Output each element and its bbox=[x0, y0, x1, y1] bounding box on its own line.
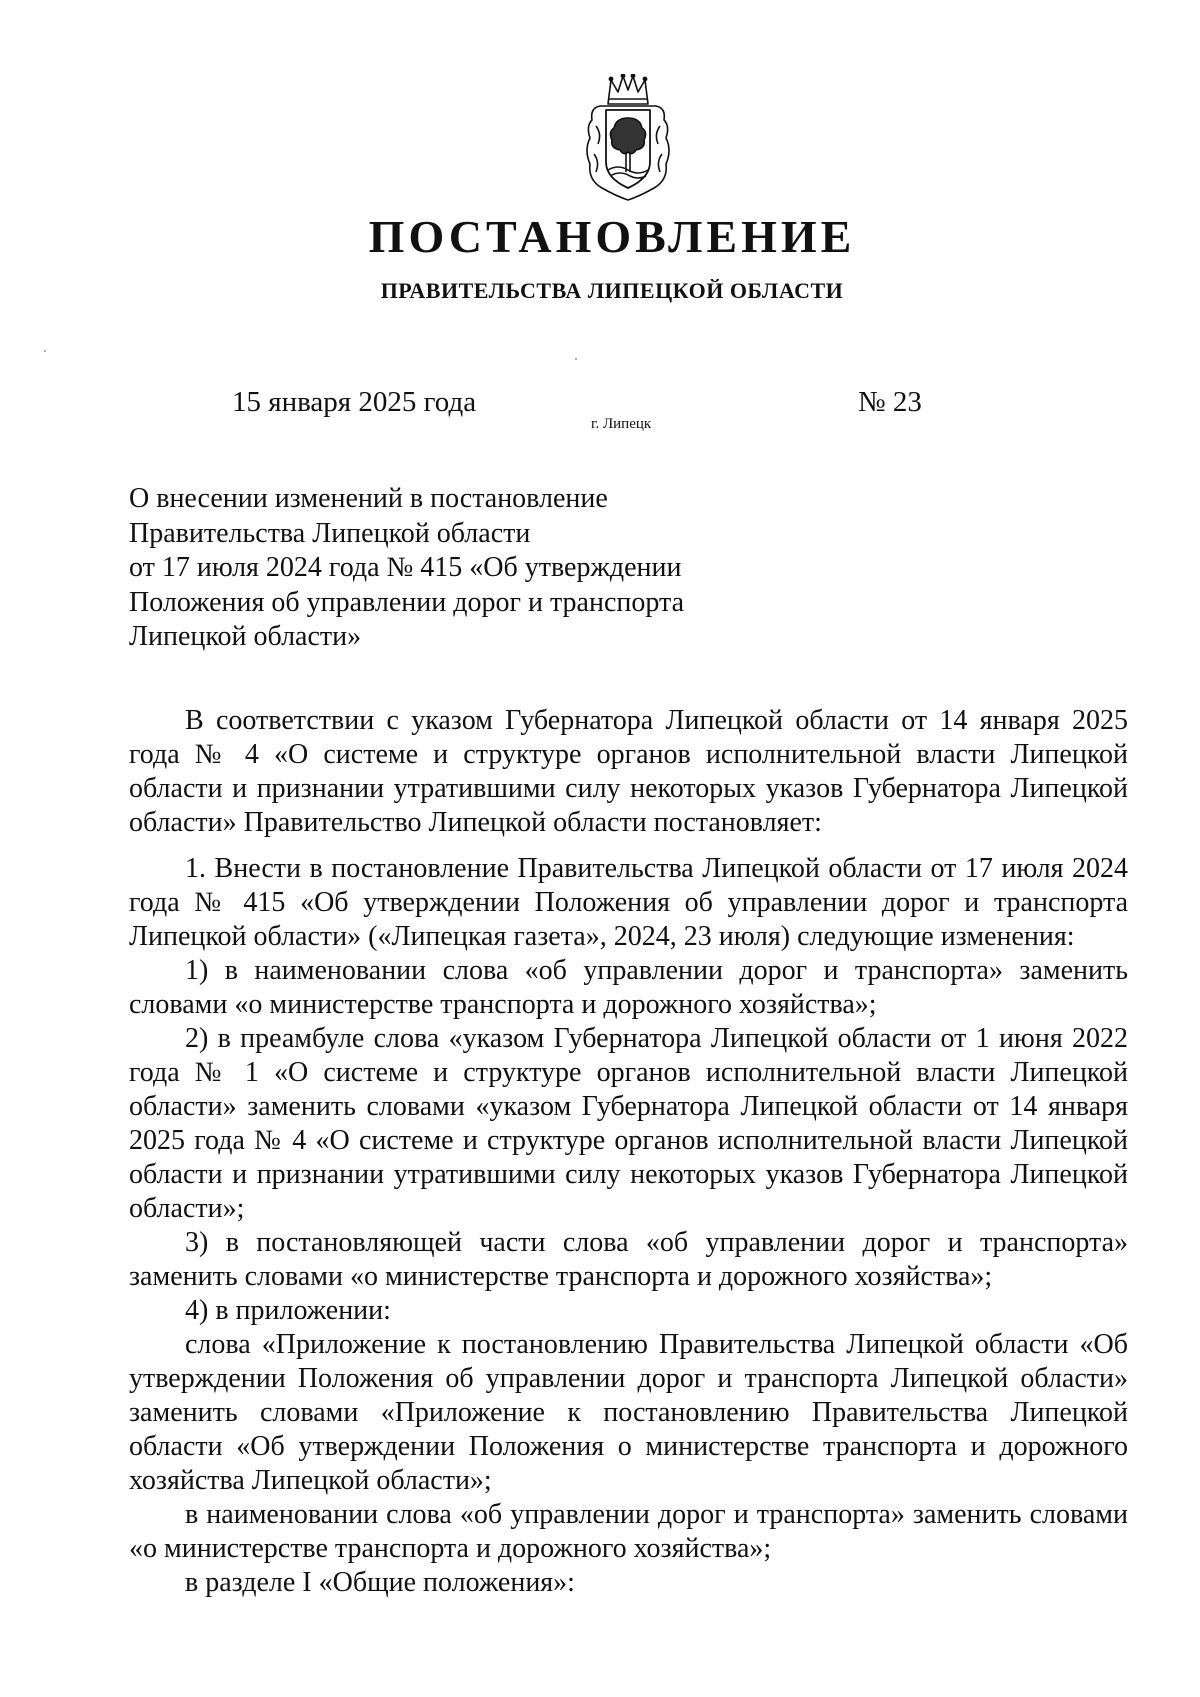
heading-line: Правительства Липецкой области bbox=[129, 517, 531, 549]
body-paragraph: в разделе I «Общие положения»: bbox=[185, 1567, 575, 1598]
body-paragraph: В соответствии с указом Губернатора Липецкой области от 14 января 2025 года № 4 «О системе и структуре органов исполнительной власти Липецкой области и признании утратившими силу некоторых указов Губернатора Липецкой области» Правительство Липецкой области постановляет: bbox=[129, 705, 1128, 838]
body-paragraph: 1) в наименовании слова «об управлении дорог и транспорта» заменить словами «о министерстве транспорта и дорожного хозяйства»; bbox=[129, 955, 1128, 1020]
coat-of-arms-icon bbox=[578, 74, 678, 202]
issuing-authority: ПРАВИТЕЛЬСТВА ЛИПЕЦКОЙ ОБЛАСТИ bbox=[380, 278, 844, 303]
document-place: г. Липецк bbox=[591, 416, 652, 432]
body-paragraph: 3) в постановляющей части слова «об управлении дорог и транспорта» заменить словами «о министерстве транспорта и дорожного хозяйства»; bbox=[129, 1227, 1128, 1292]
document-date: 15 января 2025 года bbox=[232, 386, 477, 418]
document-heading bbox=[129, 482, 829, 655]
heading-line: от 17 июля 2024 года № 415 «Об утверждении bbox=[129, 552, 682, 583]
heading-line: Положения об управлении дорог и транспорта bbox=[129, 586, 684, 618]
body-paragraph: в наименовании слова «об управлении дорог и транспорта» заменить словами «о министерстве транспорта и дорожного хозяйства»; bbox=[129, 1499, 1128, 1564]
body-paragraph: слова «Приложение к постановлению Правительства Липецкой области «Об утверждении Положения об управлении дорог и транспорта Липецкой области» заменить словами «Приложение к постановлению Правительства Липецкой области «Об утверждении Положения о министерстве транспорта и дорожного хозяйства Липецкой области»; bbox=[129, 1329, 1128, 1496]
body-paragraph: 2) в преамбуле слова «указом Губернатора Липецкой области от 1 июня 2022 года № 1 «О системе и структуре органов исполнительной власти Липецкой области» заменить словами «указом Губернатора Липецкой области от 14 января 2025 года № 4 «О системе и структуре органов исполнительной власти Липецкой области и признании утратившими силу некоторых указов Губернатора Липецкой области»; bbox=[129, 1023, 1128, 1224]
document-number: № 23 bbox=[858, 386, 922, 418]
heading-line: О внесении изменений в постановление bbox=[129, 483, 608, 514]
heading-line: Липецкой области» bbox=[129, 621, 362, 652]
scan-speck bbox=[44, 350, 46, 352]
body-paragraph: 1. Внести в постановление Правительства Липецкой области от 17 июля 2024 года № 415 «Об утверждении Положения об управлении дорог и транспорта Липецкой области» («Липецкая газета», 2024, 23 июля) следующие изменения: bbox=[129, 853, 1128, 952]
document-body bbox=[129, 704, 1128, 1600]
body-paragraph: 4) в приложении: bbox=[185, 1295, 391, 1326]
document-title: ПОСТАНОВЛЕНИЕ bbox=[368, 211, 856, 262]
scan-speck bbox=[575, 358, 577, 360]
